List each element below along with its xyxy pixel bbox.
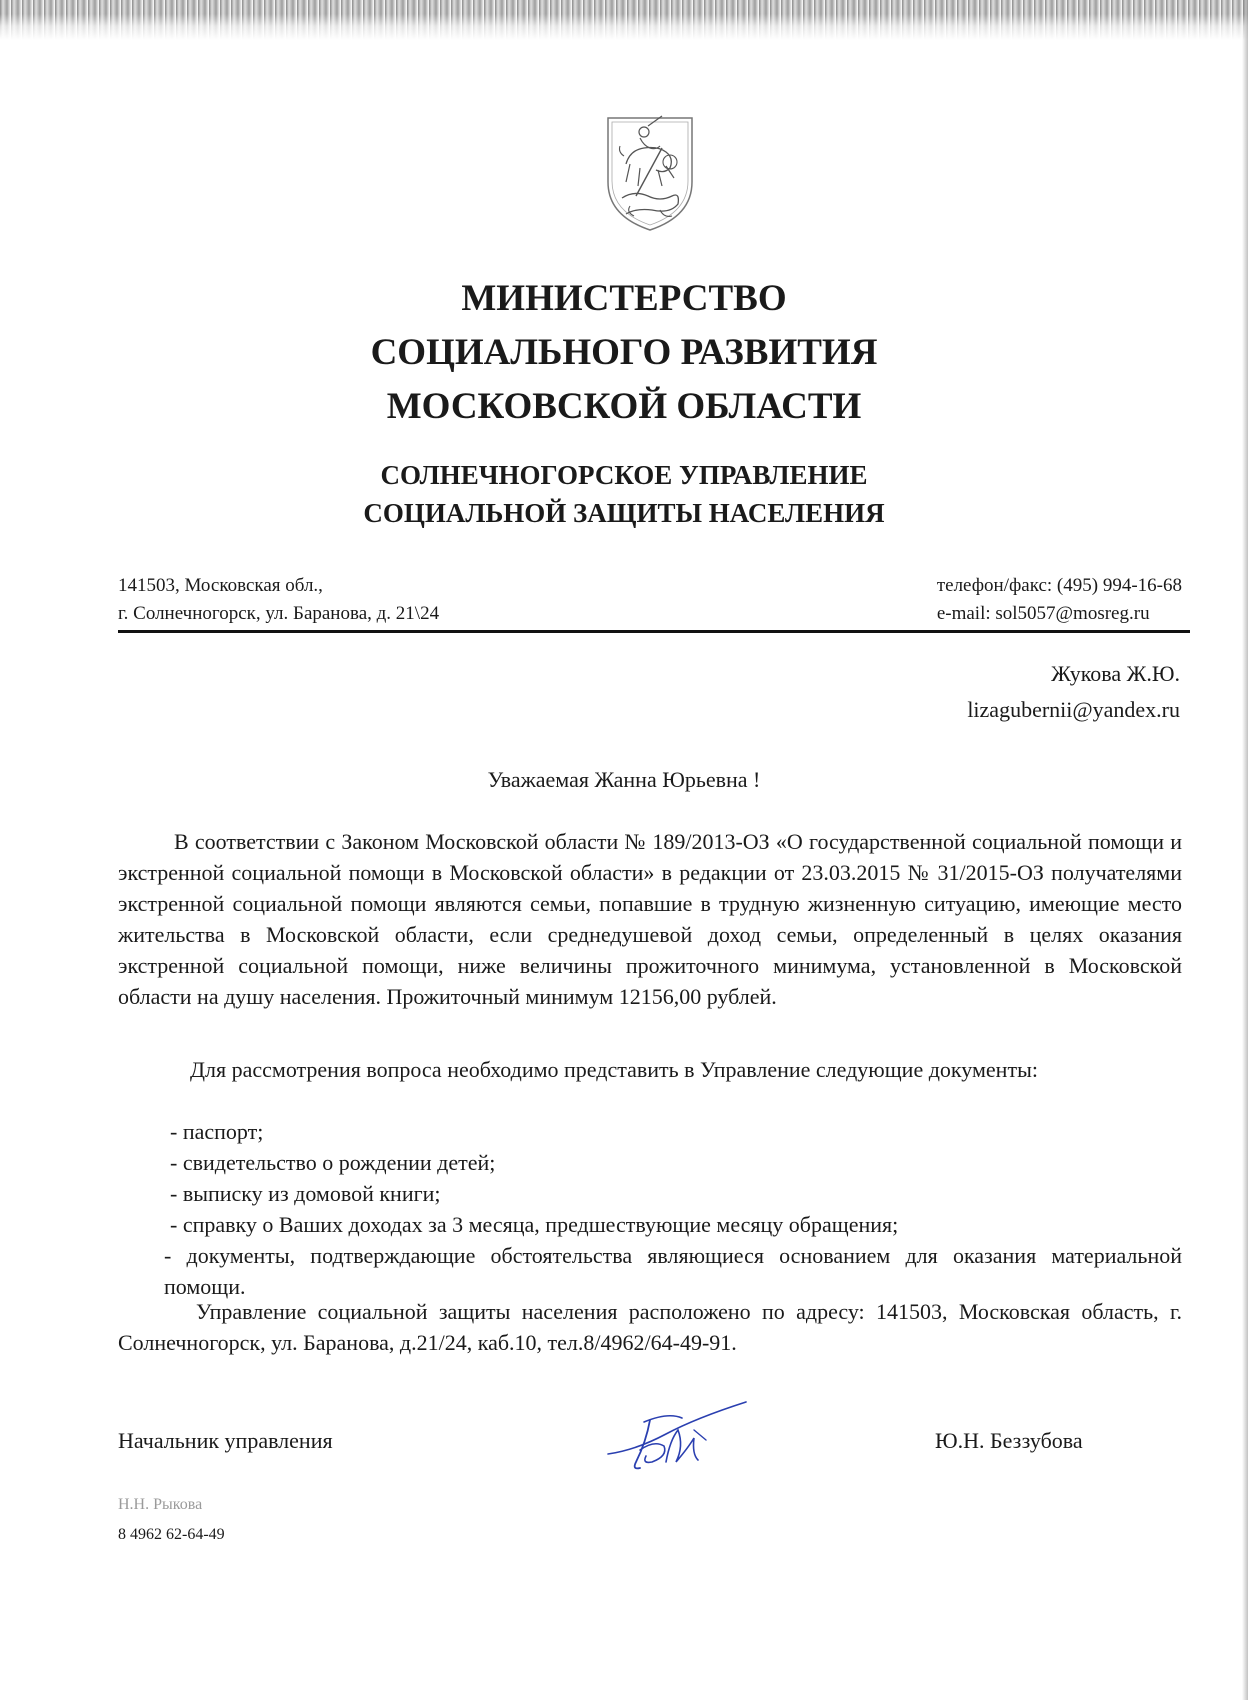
list-item: - документы, подтверждающие обстоятельства являющиеся основанием для оказания материальной помощи. <box>164 1243 1182 1299</box>
phone-fax: телефон/факс: (495) 994-16-68 <box>936 575 1182 596</box>
body-paragraph-law: В соответствии с Законом Московской области № 189/2013-ОЗ «О государственной социальной помощи и экстренной социальной помощи в Московской области» в редакции от 23.03.2015 № 31/2015-ОЗ получателями экстренной социальной помощи являются семьи, попавшие в трудную жизненную ситуацию, имеющие место жительства в Московской области, если среднедушевой доход семьи, определенный в целях оказания экстренной социальной помощи, ниже величины прожиточного минимума, установленной в Московской области на душу населения. Прожиточный минимум 12156,00 рублей. <box>118 829 1182 1009</box>
contact-info <box>937 572 1182 628</box>
body-paragraph-office-address: Управление социальной защиты населения расположено по адресу: 141503, Московская область, г. Солнечногорск, ул. Баранова, д.21/24, каб.10, тел.8/4962/64-49-91. <box>118 1299 1182 1355</box>
ministry-title-line: МИНИСТЕРСТВО <box>461 278 787 319</box>
documents-list <box>118 1116 1182 1302</box>
coat-of-arms-emblem <box>600 112 700 234</box>
address-line: г. Солнечногорск, ул. Баранова, д. 21\24 <box>118 603 440 624</box>
list-item: - выписку из домовой книги; <box>170 1181 441 1206</box>
header-divider <box>118 630 1190 633</box>
executor-name: Н.Н. Рыкова <box>118 1496 203 1513</box>
recipient-name: Жукова Ж.Ю. <box>1051 661 1180 686</box>
ministry-title <box>0 272 1248 434</box>
executor-block <box>118 1490 225 1550</box>
salutation: Уважаемая Жанна Юрьевна ! <box>487 767 761 792</box>
signatory-position: Начальник управления <box>118 1428 333 1453</box>
department-title-line: СОЦИАЛЬНОЙ ЗАЩИТЫ НАСЕЛЕНИЯ <box>363 498 885 528</box>
recipient-email: lizagubernii@yandex.ru <box>967 697 1180 722</box>
ministry-title-line: МОСКОВСКОЙ ОБЛАСТИ <box>386 386 862 427</box>
department-title <box>0 456 1248 532</box>
recipient-block <box>967 656 1180 728</box>
signatory-name: Ю.Н. Беззубова <box>935 1428 1083 1453</box>
list-item: - справку о Ваших доходах за 3 месяца, предшествующие месяцу обращения; <box>170 1212 899 1237</box>
department-title-line: СОЛНЕЧНОГОРСКОЕ УПРАВЛЕНИЕ <box>380 460 868 490</box>
list-item: - паспорт; <box>170 1119 264 1144</box>
list-item: - свидетельство о рождении детей; <box>170 1150 496 1175</box>
email-address: e-mail: sol5057@mosreg.ru <box>936 603 1150 624</box>
body-paragraph-documents-intro: Для рассмотрения вопроса необходимо представить в Управление следующие документы: <box>190 1057 1038 1082</box>
address-line: 141503, Московская обл., <box>118 575 323 596</box>
executor-phone: 8 4962 62-64-49 <box>118 1526 225 1543</box>
scan-top-edge <box>0 0 1248 40</box>
handwritten-signature <box>596 1390 766 1490</box>
scan-right-edge <box>1242 0 1248 1700</box>
postal-address <box>118 572 439 628</box>
ministry-title-line: СОЦИАЛЬНОГО РАЗВИТИЯ <box>370 332 878 373</box>
